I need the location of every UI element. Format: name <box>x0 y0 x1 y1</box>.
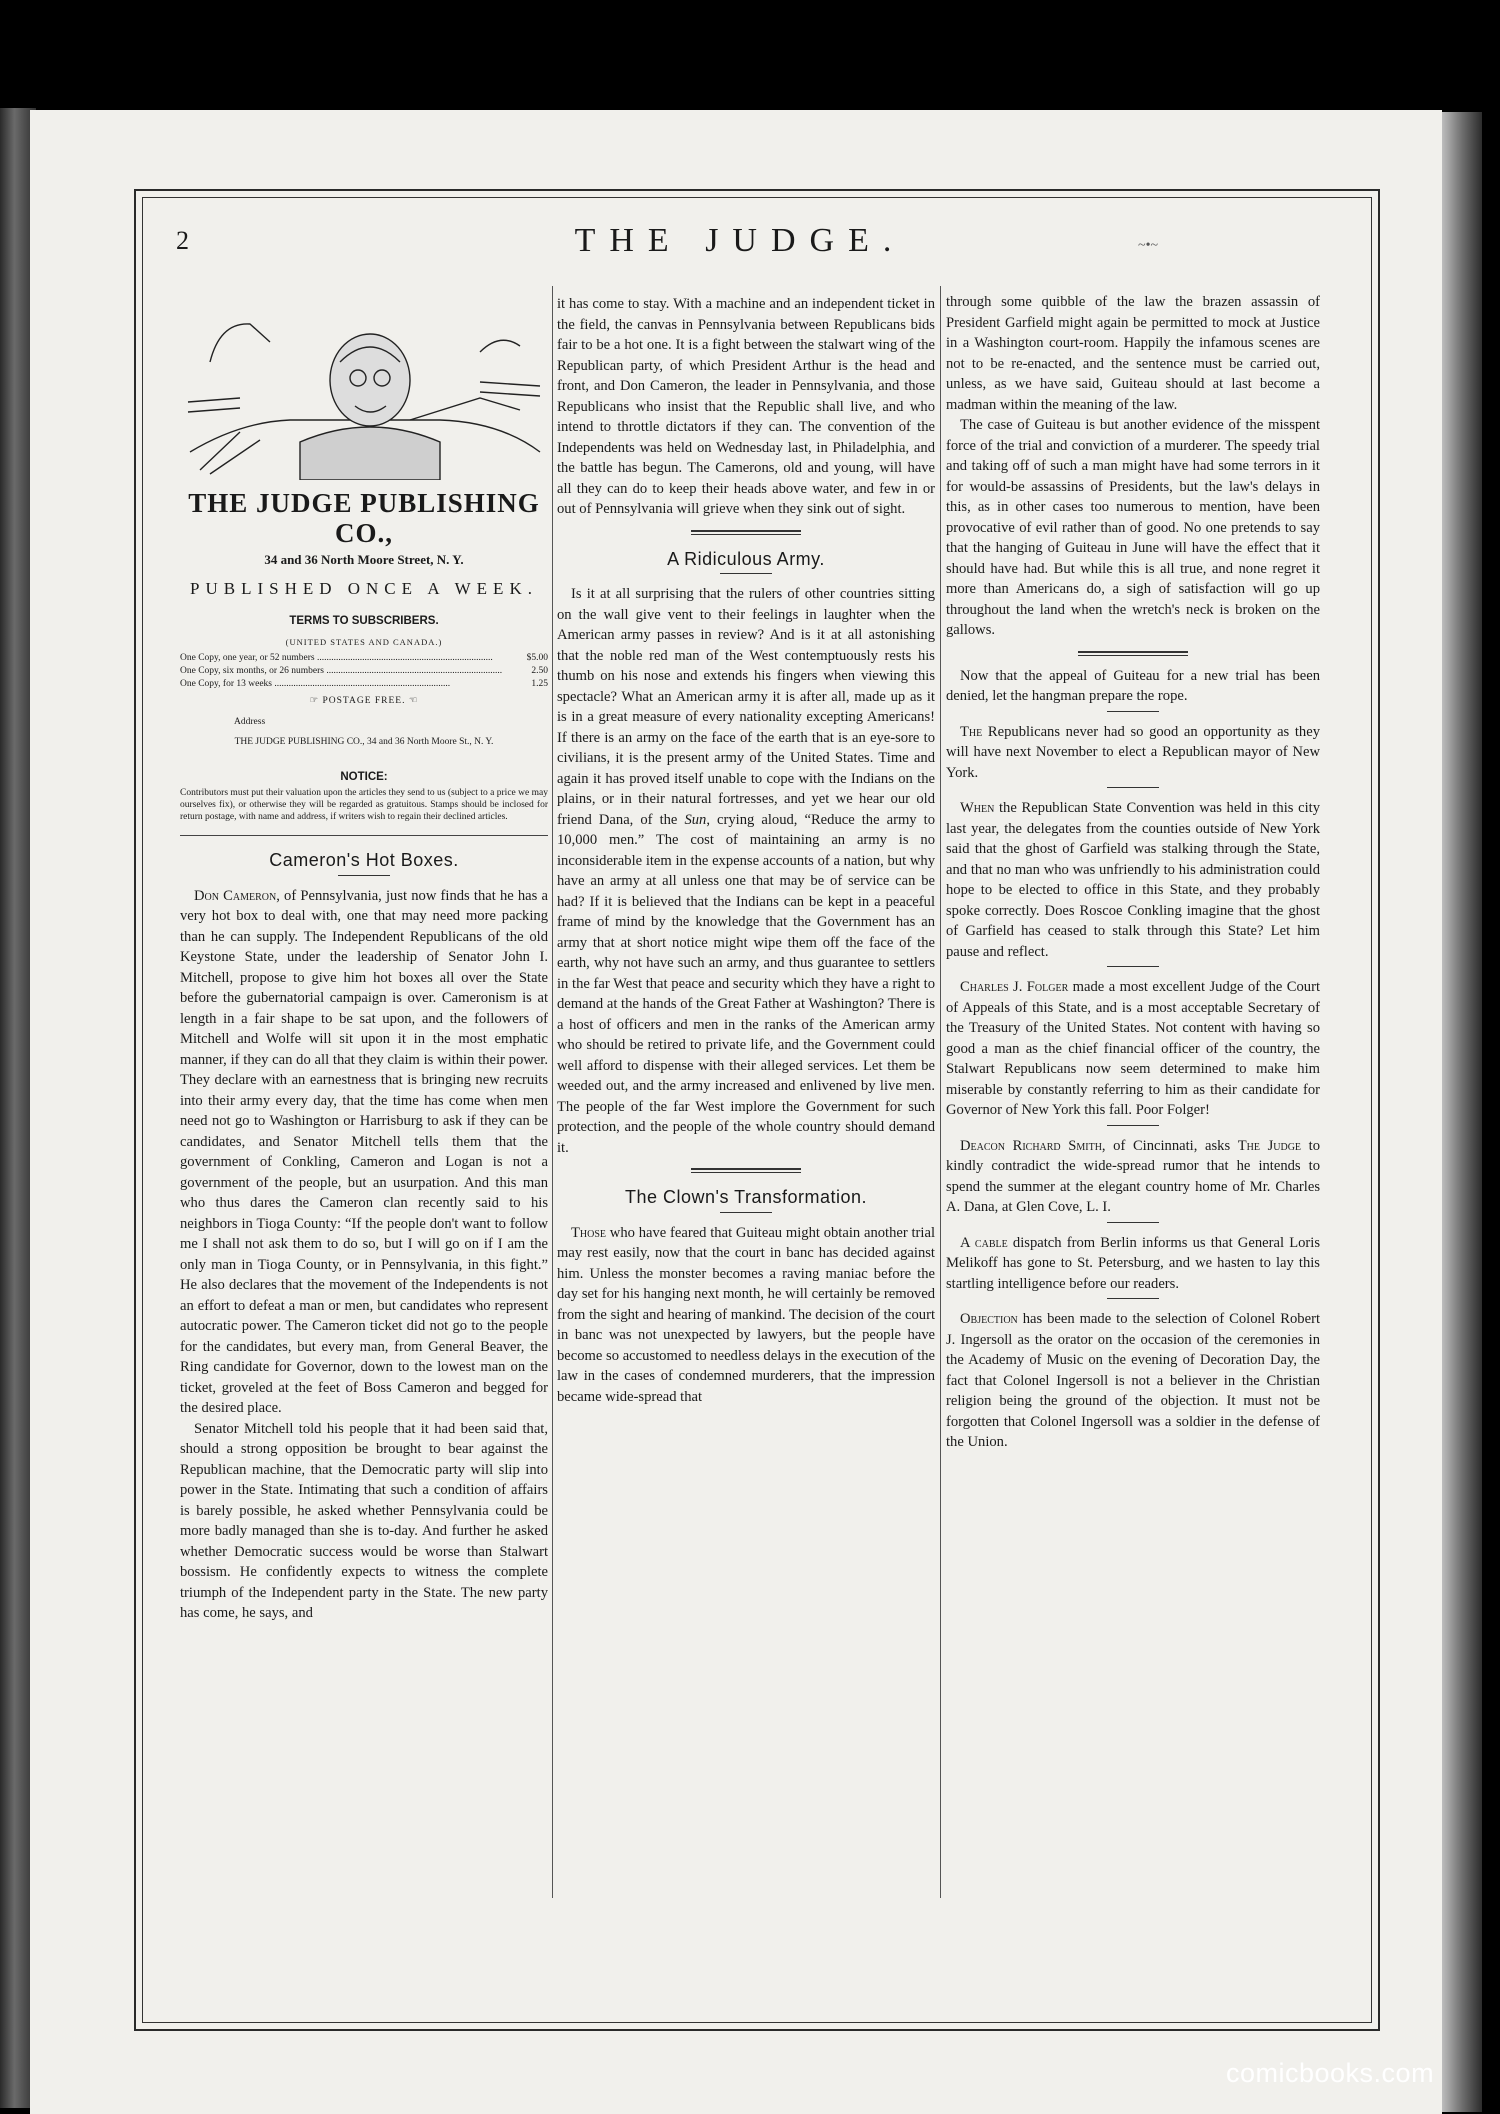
notice-text: Contributors must put their valuation upon the articles they send to us (subject to a price we may ourselves fix), or otherwise they will be regarded as gratuitous. Stamps should be inclosed for return postage, with name and address, if writers wish to regain their declined articles. <box>180 788 548 822</box>
article-paragraph: The case of Guiteau is but another evidence of the misspent force of the trial and conviction of a murderer. The speedy trial and taking off of such a man might have had some terrors in it for would-be assassins of Presidents, but the law's delays in this, as in other cases too numerous to mention, have been provocative of evil rather than of good. No one pretends to say that the hanging of Guiteau in June will have the effect that it should have had. But while this is all true, and none regret it more than Americans do, a sigh of satisfaction will go up throughout the land when the wretch's neck is broken on the gallows. <box>946 417 1320 638</box>
page-edge-right <box>1442 112 1482 2112</box>
terms-subtitle: (UNITED STATES AND CANADA.) <box>285 636 443 647</box>
brief-paragraph: Now that the appeal of Guiteau for a new trial has been denied, let the hangman prepare the rope. <box>946 667 1320 704</box>
terms-title: TERMS TO SUBSCRIBERS. <box>289 615 439 627</box>
publisher-name: THE JUDGE PUBLISHING CO., <box>188 488 540 548</box>
divider <box>1078 651 1188 656</box>
divider <box>180 835 548 836</box>
postage-free: ☞ POSTAGE FREE. ☜ <box>309 696 419 706</box>
terms-row: One Copy, six months, or 26 numbers ..... 2.50 <box>180 665 548 678</box>
article-paragraph: it has come to stay. With a machine and an independent ticket in the field, the canvas in Pennsylvania between Republicans bids fair to be a hot one. It is a fight between the stalwart wing of the Republican party, of which President Arthur is the head and front, and Don Cameron, the leader in Pennsylvania, and those Republicans who insist that the Republic shall live, and who intend to throttle dictators if they can. The convention of the Independents was held on Wednesday last, in Philadelphia, and the battle has begun. The Camerons, old and young, will have all they can do to keep their heads above water, and few in or out of Pennsylvania will grieve when they sink out of sight. <box>557 296 935 517</box>
article-title: A Ridiculous Army. <box>667 548 825 569</box>
divider <box>691 530 801 535</box>
column-rule <box>940 286 941 1898</box>
brief-paragraph: The Republicans never had so good an opportunity as they will have next November to elect a Republican mayor of New York. <box>946 723 1320 781</box>
article-paragraph: Is it at all surprising that the rulers of other countries sitting on the wall give vent to their feelings in laughter when the American army passes in review? And is it at all astonishing that the noble red man of the West contemptuously rests his thumb on his nose and extends his fingers when viewing this spectacle? What an American army it is after all, made up as it is in a great measure of every nationality excepting Americans! If there is an army on the face of the earth that is an eye-sore to civilians, it is the present army of the United States. Time and again it has proved itself unable to cope with the Indians on the plains, or in their natural fortresses, and yet we hear our old friend Dana, of the Sun, crying aloud, “Reduce the army to 10,000 men.” The cost of maintaining an army is no inconsiderable item in the expense accounts of a nation, but why have an army at all unless one that may be of service can be had? If it is believed that the Indians can be kept in a peaceful frame of mind by the knowledge that the Government has an army that at short notice might wipe them off the face of the earth, why not have such an army, and thus guarantee to settlers in the far West that peace and security which they have a right to demand at the hands of the Great Father at Washington? There is a host of officers and men in the ranks of the American army who should be retired to private life, and the Government could well afford to dispense with their alleged services. Let them be weeded out, and the army increased and enlivened by live men. The people of the far West implore the Government for such protection, and the people of the whole country should demand it. <box>557 586 936 1156</box>
judge-illustration <box>180 302 548 480</box>
article-paragraph: through some quibble of the law the brazen assassin of President Garfield might again be permitted to mock at Justice in a Washington court-room. Happily the infamous scenes are not to be re-enacted, and the sentence must be carried out, unless, as we have said, Guiteau should at last become a madman within the meaning of the law. <box>946 294 1320 413</box>
column-middle <box>557 294 935 1407</box>
divider <box>1107 1298 1159 1299</box>
column-right <box>946 292 1320 1453</box>
divider <box>1107 1222 1159 1223</box>
brief-paragraph: Deacon Richard Smith, of Cincinnati, asks The Judge to kindly contradict the wide-spread rumor that he intends to spend the summer at the elegant country home of Mr. Charles A. Dana, at Glen Cove, L. I. <box>946 1137 1320 1215</box>
publisher-address: 34 and 36 North Moore Street, N. Y. <box>264 552 464 567</box>
brief-paragraph: When the Republican State Convention was held in this city last year, the delegates from the counties outside of New York said that the ghost of Garfield was stalking through the State, and that no man who was unfriendly to his administration could hope to be elected to office in this State, and they probably spoke correctly. Does Roscoe Conkling imagine that the ghost of Garfield has ceased to stalk through this State? Let him pause and reflect. <box>946 800 1320 960</box>
brief-paragraph: Objection has been made to the selection of Colonel Robert J. Ingersoll as the orator on the occasion of the ceremonies in the Academy of Music on the evening of Decoration Day, the fact that Colonel Ingersoll is not a believer in the Christian religion being the ground of the objection. It must not be forgotten that Colonel Ingersoll was a soldier in the defense of the Union. <box>946 1311 1320 1450</box>
masthead: THE JUDGE. <box>574 222 906 259</box>
divider <box>691 1168 801 1173</box>
article-paragraph: Don Cameron, of Pennsylvania, just now finds that he has a very hot box to deal with, one that may need more packing than he can supply. The Independent Republicans of the old Keystone State, under the leadership of Senator John I. Mitchell, propose to give him hot boxes all over the State before the gubernatorial campaign is over. Cameronism is at length in a fair shape to be sat upon, and the followers of Mitchell and Wolfe will sit upon it in the most emphatic manner, if they can do all that they claim is within their power. They declare with an earnestness that is bringing new recruits into their army every day, that the time has come when men need not go to Washington or Harrisburg to ask if they can be candidates, and Senator Mitchell tells them that the government of Conkling, Cameron and Logan is not a government of the people, but an usurpation. And this man who thus dares the Cameron clan recently said to his neighbors in Tioga County: “If the people don't want to follow me I shall not ask them to do so, but I will go on if I am the only man in Tioga County, or in Pennsylvania, in this fight.” He also declares that the movement of the Independents is not an effort to defeat a man or men, but candidates who represent autocratic power. The Cameron ticket did not go to the people for the candidates, but every man, from General Beaver, the Ring candidate for Governor, down to the lowest man on the ticket, groveled at the feet of Boss Cameron and begged for the desired place. <box>180 887 548 1416</box>
article-paragraph: Senator Mitchell told his people that it had been said that, should a strong opposition be brought to bear against the Republican machine, that the Democratic party will slip into power in the State. Intimating that such a condition of affairs is barely possible, he asked whether Pennsylvania could be more badly managed than she is to-day. And further he asked whether Democratic success would be worse than Stalwart bossism. He confidently expects to witness the complete triumph of the Independent party in the State. The new party has come, he says, and <box>180 1420 548 1621</box>
brief-paragraph: Charles J. Folger made a most excellent Judge of the Court of Appeals of this State, and is a most acceptable Secretary of the Treasury of the United States. Not content with having so good a man as the chief financial officer of the country, the Stalwart Republicans now seem determined to make him miserable by constantly referring to him as their candidate for Governor of New York this fall. Poor Folger! <box>946 979 1321 1118</box>
masthead-ornament: ~•~ <box>1138 238 1159 253</box>
page-number: 2 <box>176 226 189 255</box>
address-label: Address <box>234 716 266 727</box>
divider <box>1107 966 1159 967</box>
divider <box>720 573 772 574</box>
address-text: THE JUDGE PUBLISHING CO., 34 and 36 North Moore St., N. Y. <box>234 737 494 747</box>
column-left <box>180 292 548 1624</box>
terms-row: One Copy, one year, or 52 numbers ..... $5.00 <box>180 652 548 665</box>
article-paragraph: Those who have feared that Guiteau might obtain another trial may rest easily, now that the court in banc has decided against him. Unless the monster becomes a raving maniac before the day set for his hanging next month, he will certainly be removed from the sight and hearing of mankind. The decision of the court in banc was not unexpected by lawyers, but the people have become so accustomed to needless delays in the execution of the law in the cases of condemned murderers, that the impression became wide-spread that <box>557 1224 935 1405</box>
watermark: comicbooks.com <box>1226 2058 1435 2088</box>
brief-paragraph: A cable dispatch from Berlin informs us that General Loris Melikoff has gone to St. Petersburg, and we hasten to lay this startling intelligence before our readers. <box>946 1234 1320 1292</box>
divider <box>338 875 390 876</box>
publication-frequency: PUBLISHED ONCE A WEEK. <box>190 578 538 598</box>
divider <box>1107 1125 1159 1126</box>
article-title: Cameron's Hot Boxes. <box>269 850 459 870</box>
divider <box>720 1212 772 1213</box>
divider <box>1107 787 1159 788</box>
notice-title: NOTICE: <box>340 770 388 783</box>
terms-row: One Copy, for 13 weeks ..... 1.25 <box>180 678 548 691</box>
article-title: The Clown's Transformation. <box>624 1187 868 1207</box>
column-rule <box>552 286 553 1898</box>
divider <box>1107 711 1159 712</box>
